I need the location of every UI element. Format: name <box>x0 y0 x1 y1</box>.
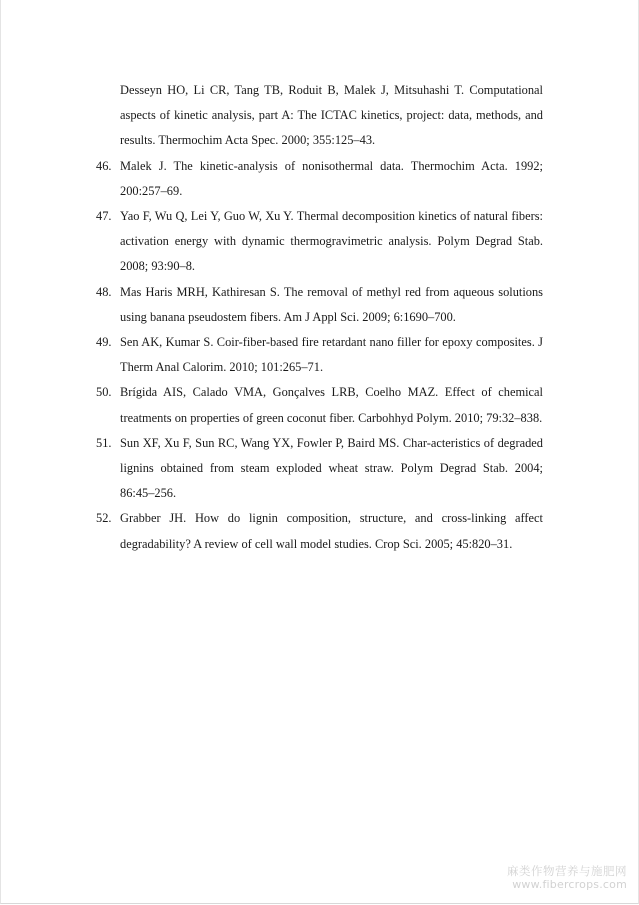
reference-item-continued <box>96 78 543 154</box>
reference-number: 46. <box>96 158 112 173</box>
reference-item-51 <box>96 431 543 507</box>
reference-item-48 <box>96 280 543 330</box>
reference-text: Desseyn HO, Li CR, Tang TB, Roduit B, Malek J, Mitsuhashi T. Computational aspects of kinetic analysis, part A: The ICTAC kinetics, project: data, methods, and results. Thermochim Acta Spec. 2000; 355:125–43. <box>120 83 543 148</box>
watermark-site-name: 麻类作物营养与施肥网 <box>507 864 627 878</box>
reference-list <box>96 74 543 557</box>
reference-text: Mas Haris MRH, Kathiresan S. The removal of methyl red from aqueous solutions using banana pseudostem fibers. Am J Appl Sci. 2009; 6:1690–700. <box>120 284 543 324</box>
reference-number: 48. <box>96 284 112 299</box>
reference-item-47 <box>96 204 543 280</box>
reference-number: 52. <box>96 511 112 526</box>
watermark <box>507 865 627 891</box>
reference-item-50 <box>96 380 543 430</box>
reference-text: Brígida AIS, Calado VMA, Gonçalves LRB, Coelho MAZ. Effect of chemical treatments on properties of green coconut fiber. Carbohhyd Polym. 2010; 79:32–838. <box>120 385 543 425</box>
reference-number: 51. <box>96 435 112 450</box>
reference-text: Malek J. The kinetic-analysis of nonisothermal data. Thermochim Acta. 1992; 200:257–69. <box>120 158 543 198</box>
reference-text: Grabber JH. How do lignin composition, structure, and cross-linking affect degradability? A review of cell wall model studies. Crop Sci. 2005; 45:820–31. <box>120 511 543 551</box>
reference-item-52 <box>96 506 543 556</box>
reference-number: 47. <box>96 209 112 224</box>
watermark-url: www.fibercrops.com <box>512 878 627 891</box>
reference-item-49 <box>96 330 543 380</box>
reference-number: 49. <box>96 335 112 350</box>
reference-number: 50. <box>96 385 112 400</box>
reference-text: Yao F, Wu Q, Lei Y, Guo W, Xu Y. Thermal decomposition kinetics of natural fibers: activation energy with dynamic thermogravimetric analysis. Polym Degrad Stab. 2008; 93:90–8. <box>120 209 543 274</box>
reference-item-46 <box>96 154 543 204</box>
reference-text: Sen AK, Kumar S. Coir-fiber-based fire retardant nano filler for epoxy composites. J Therm Anal Calorim. 2010; 101:265–71. <box>120 335 543 375</box>
reference-text: Sun XF, Xu F, Sun RC, Wang YX, Fowler P, Baird MS. Char-acteristics of degraded lignins obtained from steam exploded wheat straw. Polym Degrad Stab. 2004; 86:45–256. <box>120 435 543 501</box>
